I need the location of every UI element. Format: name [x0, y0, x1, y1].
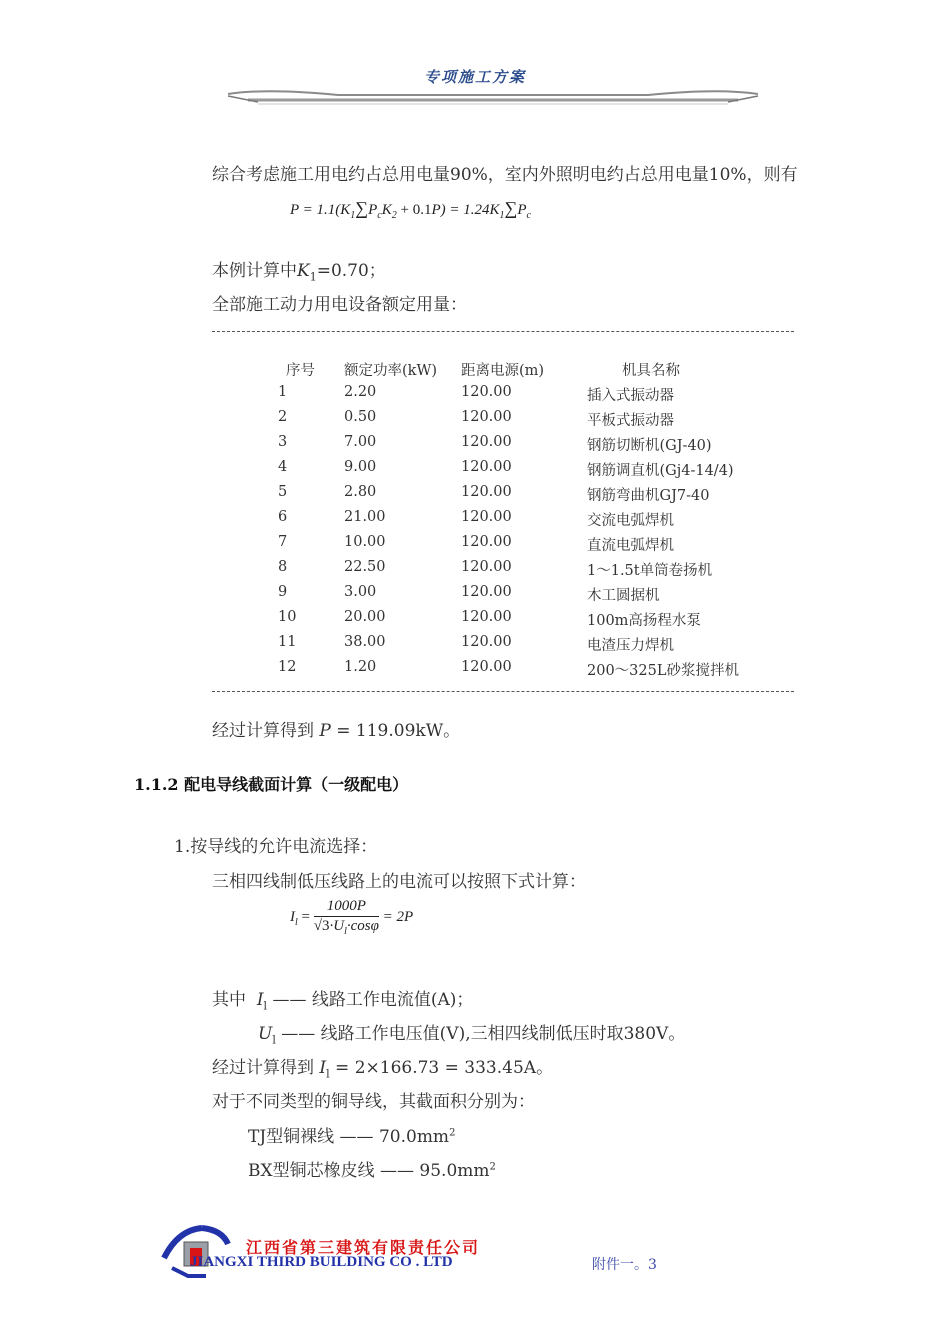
equipment-intro: 全部施工动力用电设备额定用量： — [212, 295, 467, 315]
table-cell: 电渣压力焊机 — [587, 638, 674, 654]
table-cell: 120.00 — [461, 384, 512, 400]
table-cell: 120.00 — [461, 609, 512, 625]
table-cell: 2 — [278, 409, 288, 425]
footer-company-en: JIANGXI THIRD BUILDING CO . LTD — [190, 1254, 453, 1270]
table-cell: 120.00 — [461, 659, 512, 675]
k1-value-line: 本例计算中$K_1=0.70$； — [212, 261, 386, 284]
table-header-cell: 额定功率(kW) — [344, 363, 438, 379]
where-line-1: 其中 $I_l$ —— 线路工作电流值(A)； — [212, 990, 474, 1013]
table-cell: 120.00 — [461, 559, 512, 575]
table-cell: 200～325L砂浆搅拌机 — [587, 663, 739, 679]
total-power-result: 经过计算得到 P = 119.09kW。 — [212, 721, 461, 741]
table-cell: 5 — [278, 484, 288, 500]
table-cell: 交流电弧焊机 — [587, 513, 674, 529]
table-cell: 10 — [278, 609, 297, 625]
table-cell: 9.00 — [344, 459, 377, 475]
total-power-formula: $P = 1.1(K_1\sum P_cK_2 + 0.1P) = 1.24K_1\sum P_c$ — [290, 198, 531, 221]
current-formula-intro: 三相四线制低压线路上的电流可以按照下式计算： — [212, 872, 586, 892]
table-cell: 插入式振动器 — [587, 388, 674, 404]
current-formula: $I_l$ = $\frac{1000P}{√3\cdot U_l\cdot\cos\varphi}$ = 2P — [290, 898, 414, 937]
tj-area-line: TJ型铜裸线 —— $70.0mm^2$ — [248, 1127, 456, 1147]
numbered-item-1: 1.按导线的允许电流选择： — [174, 837, 378, 857]
table-cell: 8 — [278, 559, 288, 575]
table-cell: 20.00 — [344, 609, 386, 625]
table-cell: 120.00 — [461, 484, 512, 500]
table-header-cell: 距离电源(m) — [461, 363, 545, 379]
table-cell: 钢筋调直机(Gj4-14/4) — [587, 463, 734, 479]
table-cell: 平板式振动器 — [587, 413, 674, 429]
table-cell: 直流电弧焊机 — [587, 538, 674, 554]
table-cell: 4 — [278, 459, 288, 475]
header-decorative-rule — [228, 86, 758, 108]
section-heading: 1.1.2 配电导线截面计算（一级配电） — [134, 775, 409, 794]
table-cell: 0.50 — [344, 409, 377, 425]
table-cell: 120.00 — [461, 584, 512, 600]
table-cell: 2.20 — [344, 384, 377, 400]
table-cell: 120.00 — [461, 434, 512, 450]
table-cell: 120.00 — [461, 509, 512, 525]
table-top-rule — [212, 331, 794, 332]
table-cell: 11 — [278, 634, 297, 650]
table-cell: 2.80 — [344, 484, 377, 500]
area-intro: 对于不同类型的铜导线，其截面积分别为： — [212, 1092, 535, 1112]
intro-paragraph: 综合考虑施工用电约占总用电量90%，室内外照明电约占总用电量10%，则有 — [212, 165, 798, 185]
table-cell: 9 — [278, 584, 288, 600]
table-cell: 1 — [278, 384, 288, 400]
table-cell: 钢筋切断机(GJ-40) — [587, 438, 712, 454]
table-cell: 12 — [278, 659, 297, 675]
table-cell: 7.00 — [344, 434, 377, 450]
table-cell: 22.50 — [344, 559, 386, 575]
table-cell: 120.00 — [461, 534, 512, 550]
company-logo — [158, 1222, 238, 1282]
bx-area-line: BX型铜芯橡皮线 —— $95.0mm^2$ — [248, 1161, 496, 1181]
table-cell: 1.20 — [344, 659, 377, 675]
table-cell: 21.00 — [344, 509, 386, 525]
table-cell: 7 — [278, 534, 288, 550]
table-cell: 120.00 — [461, 634, 512, 650]
table-header-cell: 序号 — [286, 363, 315, 379]
table-cell: 120.00 — [461, 409, 512, 425]
table-cell: 100m高扬程水泵 — [587, 613, 701, 629]
table-cell: 6 — [278, 509, 288, 525]
table-cell: 3 — [278, 434, 288, 450]
page-header-title: 专项施工方案 — [423, 68, 526, 86]
table-header-cell: 机具名称 — [622, 363, 680, 379]
table-bottom-rule — [212, 691, 794, 692]
where-line-2: $U_l$ —— 线路工作电压值(V),三相四线制低压时取380V。 — [258, 1024, 686, 1047]
table-cell: 3.00 — [344, 584, 377, 600]
current-result: 经过计算得到 $I_l = 2\times 166.73 = 333.45A$。 — [212, 1058, 554, 1081]
table-cell: 120.00 — [461, 459, 512, 475]
table-cell: 木工圆据机 — [587, 588, 660, 604]
footer-company-cn: 江西省第三建筑有限责任公司 — [246, 1238, 481, 1257]
table-cell: 1～1.5t单筒卷扬机 — [587, 563, 713, 579]
table-cell: 10.00 — [344, 534, 386, 550]
footer-page-label: 附件一。3 — [592, 1257, 657, 1273]
table-cell: 38.00 — [344, 634, 386, 650]
table-cell: 钢筋弯曲机GJ7-40 — [587, 488, 710, 504]
